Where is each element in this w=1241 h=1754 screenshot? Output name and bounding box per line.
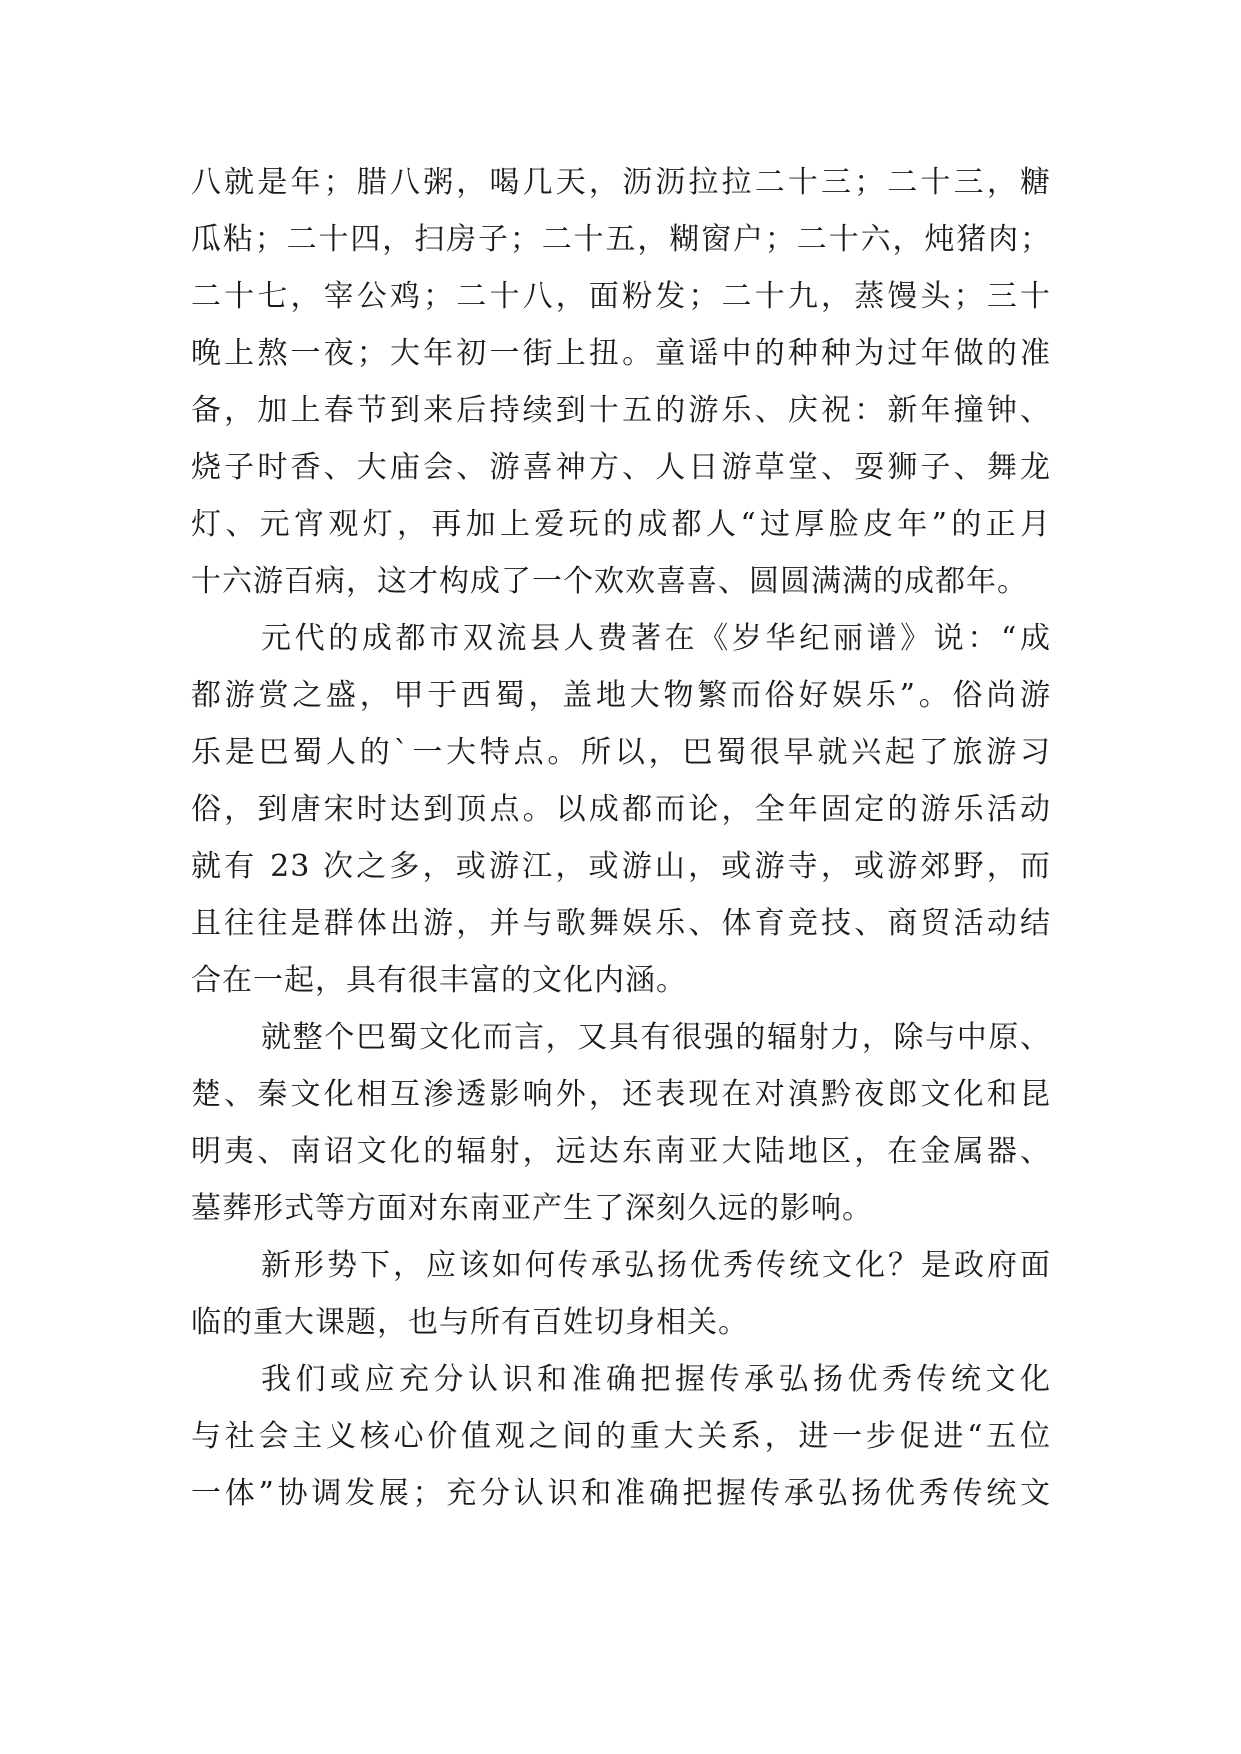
paragraph-first-line: 我们或应充分认识和准确把握传承弘扬优秀传统文化 [261,1362,1051,1397]
text-line: 二十七，宰公鸡；二十八，面粉发；二十九，蒸馒头；三十 [191,279,1051,314]
text-line: 晚上熬一夜；大年初一街上扭。童谣中的种种为过年做的准 [191,336,1051,371]
text-line: 乐是巴蜀人的`一大特点。所以，巴蜀很早就兴起了旅游习 [191,735,1051,770]
text-line: 就有 23 次之多，或游江，或游山，或游寺，或游郊野，而 [191,849,1051,884]
text-line: 八就是年；腊八粥，喝几天，沥沥拉拉二十三；二十三，糖 [191,165,1051,200]
text-line: 烧子时香、大庙会、游喜神方、人日游草堂、耍狮子、舞龙 [191,450,1051,485]
paragraph-first-line: 新形势下，应该如何传承弘扬优秀传统文化？是政府面 [261,1248,1051,1283]
text-line: 且往往是群体出游，并与歌舞娱乐、体育竞技、商贸活动结 [191,906,1051,941]
paragraph-first-line: 元代的成都市双流县人费著在《岁华纪丽谱》说：“成 [261,621,1051,656]
text-line: 墓葬形式等方面对东南亚产生了深刻久远的影响。 [191,1191,873,1226]
text-line: 临的重大课题，也与所有百姓切身相关。 [191,1305,749,1340]
text-line: 都游赏之盛，甲于西蜀，盖地大物繁而俗好娱乐”。俗尚游 [191,678,1051,713]
text-line: 俗，到唐宋时达到顶点。以成都而论，全年固定的游乐活动 [191,792,1051,827]
text-line: 一体”协调发展；充分认识和准确把握传承弘扬优秀传统文 [191,1476,1051,1511]
text-line: 十六游百病，这才构成了一个欢欢喜喜、圆圆满满的成都年。 [191,564,1028,599]
document-body [191,154,1051,1522]
text-line: 明夷、南诏文化的辐射，远达东南亚大陆地区，在金属器、 [191,1134,1051,1169]
text-line: 灯、元宵观灯，再加上爱玩的成都人“过厚脸皮年”的正月 [191,507,1051,542]
text-line: 瓜粘；二十四，扫房子；二十五，糊窗户；二十六，炖猪肉； [191,222,1051,257]
text-line: 与社会主义核心价值观之间的重大关系，进一步促进“五位 [191,1419,1051,1454]
text-line: 备，加上春节到来后持续到十五的游乐、庆祝：新年撞钟、 [191,393,1051,428]
paragraph-first-line: 就整个巴蜀文化而言，又具有很强的辐射力，除与中原、 [261,1020,1051,1055]
text-line: 楚、秦文化相互渗透影响外，还表现在对滇黔夜郎文化和昆 [191,1077,1051,1112]
text-line: 合在一起，具有很丰富的文化内涵。 [191,963,687,998]
